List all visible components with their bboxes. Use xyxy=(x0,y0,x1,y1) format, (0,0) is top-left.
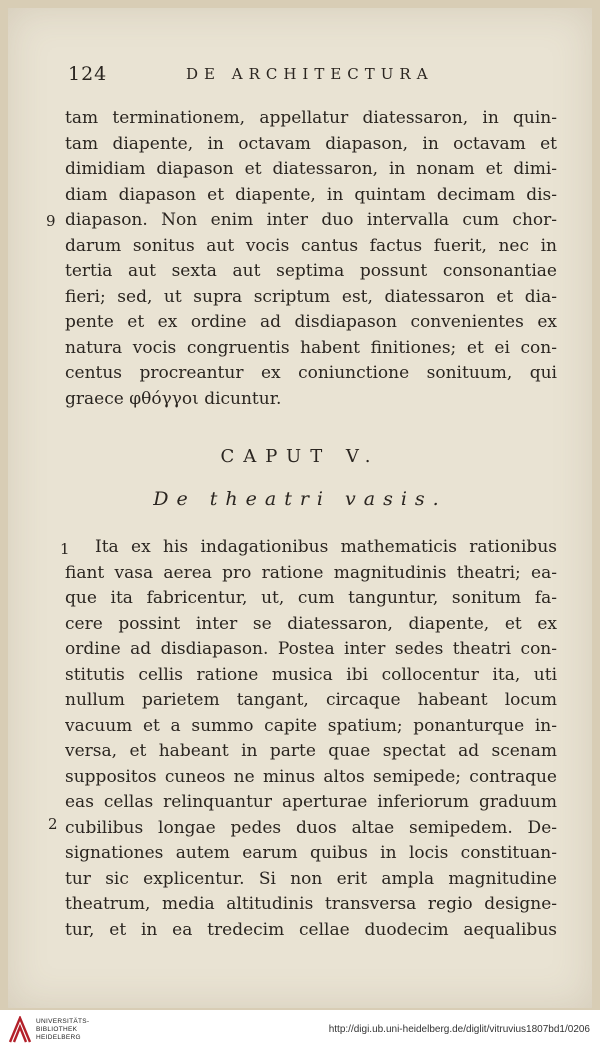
text-line: tur, et in ea tredecim cellae duodecim aequalibus xyxy=(65,919,557,940)
text-line: tam diapente, in octavam diapason, in octavam et xyxy=(65,133,557,154)
text-line: cere possint inter se diatessaron, diapente, et ex xyxy=(65,613,557,634)
text-line: tur sic explicentur. Si non erit ampla magnitudine xyxy=(65,868,557,889)
text-line: diapason. Non enim inter duo intervalla cum chor- xyxy=(65,210,557,230)
library-name-line: HEIDELBERG xyxy=(36,1034,81,1041)
library-logo-icon xyxy=(8,1016,32,1044)
library-name-line: BIBLIOTHEK xyxy=(36,1026,78,1033)
chapter-heading: CAPUT V. xyxy=(220,446,380,467)
margin-section-number: 9 xyxy=(46,212,56,230)
text-line: darum sonitus aut vocis cantus factus fuerit, nec in xyxy=(65,235,557,256)
text-line: vacuum et a summo capite spatium; ponanturque in- xyxy=(65,715,557,736)
text-line: theatrum, media altitudinis transversa regio designe- xyxy=(65,894,557,914)
text-line: tam terminationem, appellatur diatessaron, in quin- xyxy=(65,108,557,128)
margin-section-number: 1 xyxy=(60,540,70,558)
text-line: pente et ex ordine ad disdiapason convenientes ex xyxy=(65,312,557,332)
text-line: que ita fabricentur, ut, cum tanguntur, sonitum fa- xyxy=(65,588,557,608)
text-line: tertia aut sexta aut septima possunt consonantiae xyxy=(65,261,557,281)
text-line: Ita ex his indagationibus mathematicis rationibus xyxy=(95,537,557,557)
footer-bar xyxy=(0,1010,600,1052)
source-url[interactable]: http://digi.ub.uni-heidelberg.de/diglit/vitruvius1807bd1/0206 xyxy=(328,1024,590,1035)
library-name-line: UNIVERSITÄTS- xyxy=(36,1018,90,1025)
book-page xyxy=(8,8,592,1008)
text-line: fiant vasa aerea pro ratione magnitudinis theatri; ea- xyxy=(65,562,557,583)
text-line: stitutis cellis ratione musica ibi collocentur ita, uti xyxy=(65,664,557,685)
text-line: signationes autem earum quibus in locis constituan- xyxy=(65,843,557,863)
library-name xyxy=(36,1018,89,1042)
running-title: DE ARCHITECTURA xyxy=(186,65,434,83)
text-line: centus procreantur ex coniunctione sonituum, qui xyxy=(65,363,557,383)
chapter-subtitle: De theatri vasis. xyxy=(153,488,447,510)
text-line: diam diapason et diapente, in quintam decimam dis- xyxy=(65,184,557,205)
page-number: 124 xyxy=(68,63,108,85)
text-line: suppositos cuneos ne minus altos semipede; contraque xyxy=(65,766,557,787)
text-line: graece φθόγγοι dicuntur. xyxy=(65,388,282,409)
text-line: cubilibus longae pedes duos altae semipedem. De- xyxy=(65,817,557,838)
paragraph-2 xyxy=(65,535,557,943)
text-line: eas cellas relinquantur aperturae inferiorum graduum xyxy=(65,792,557,812)
running-head xyxy=(8,63,592,93)
text-line: dimidiam diapason et diatessaron, in nonam et dimi- xyxy=(65,159,557,179)
margin-section-number: 2 xyxy=(48,815,58,833)
text-line: ordine ad disdiapason. Postea inter sedes theatri con- xyxy=(65,639,557,659)
text-line: versa, et habeant in parte quae spectat ad scenam xyxy=(65,741,557,761)
text-line: nullum parietem tangant, circaque habeant locum xyxy=(65,690,557,710)
text-line: natura vocis congruentis habent finitiones; et ei con- xyxy=(65,337,557,358)
paragraph-1 xyxy=(65,106,557,412)
text-line: fieri; sed, ut supra scriptum est, diatessaron et dia- xyxy=(65,286,557,307)
